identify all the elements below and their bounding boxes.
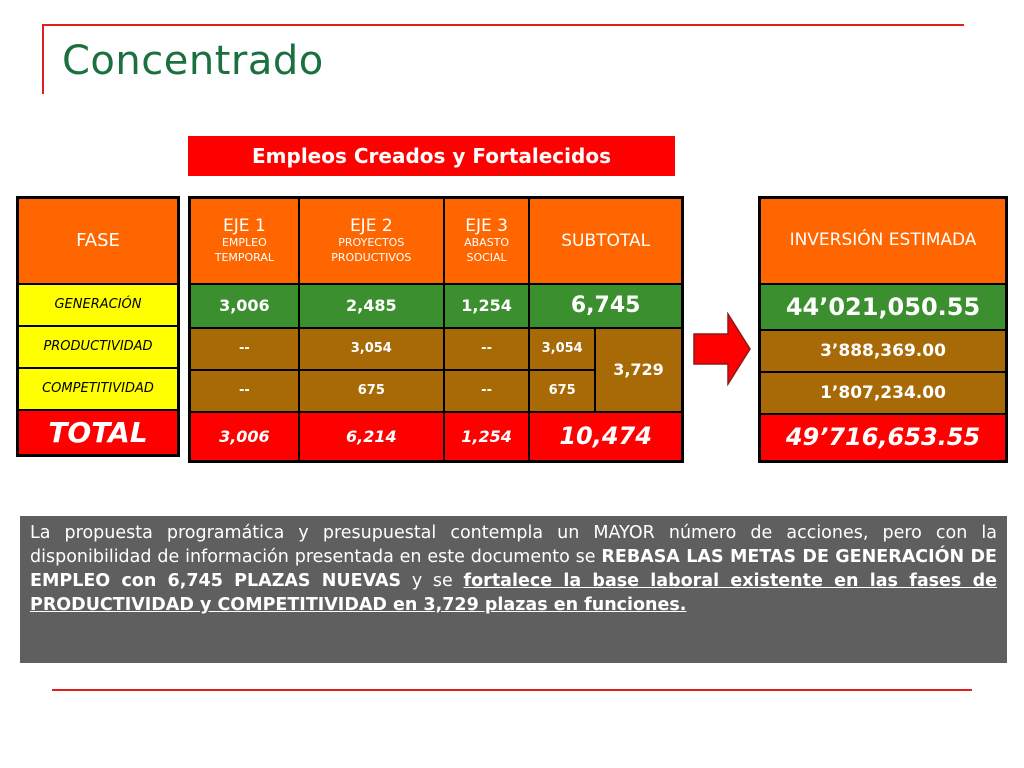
productividad-eje2: 3,054 [299,328,444,370]
competitividad-eje3: -- [444,370,530,412]
fase-table [16,196,180,457]
eje1-header: EJE 1 EMPLEO TEMPORAL [190,198,299,284]
right-arrow-icon [692,312,752,386]
inversion-productividad: 3’888,369.00 [760,330,1007,372]
top-accent-line [42,24,964,26]
inversion-generacion: 44’021,050.55 [760,284,1007,330]
eje2-header: EJE 2 PROYECTOS PRODUCTIVOS [299,198,444,284]
section-banner: Empleos Creados y Fortalecidos [188,136,675,176]
page-title: Concentrado [62,38,324,84]
fase-row-productividad: PRODUCTIVIDAD [18,326,179,368]
fase-row-competitividad: COMPETITIVIDAD [18,368,179,410]
competitividad-eje2: 675 [299,370,444,412]
inversion-header: INVERSIÓN ESTIMADA [760,198,1007,284]
table-row [190,328,683,370]
total-row [190,412,683,462]
fase-total: TOTAL [18,410,179,456]
table-row [190,284,683,328]
total-eje2: 6,214 [299,412,444,462]
header-row [190,198,683,284]
left-accent-line [42,24,44,94]
inversion-table [758,196,1008,463]
inversion-total: 49’716,653.55 [760,414,1007,462]
note-emphasis: REBASA LAS METAS DE GENERACIÓN DE EMPLEO con 6,745 PLAZAS NUEVAS [30,547,997,591]
inversion-competitividad: 1’807,234.00 [760,372,1007,414]
subtotal-header: SUBTOTAL [529,198,682,284]
productividad-sub: 3,054 [529,328,595,370]
summary-note: La propuesta programática y presupuestal contempla un MAYOR número de acciones, pero con la disponibilidad de información presentada en este documento se REBASA LAS METAS DE GENERACIÓN DE EMPLEO con 6,745 PLAZAS NUEVAS y se fortalece la base laboral existente en las fases de PRODUCTIVIDAD y COMPETITIVIDAD en 3,729 plazas en funciones. [20,516,1007,663]
generacion-eje3: 1,254 [444,284,530,328]
competitividad-eje1: -- [190,370,299,412]
bottom-accent-line [52,689,972,691]
fase-header: FASE [18,198,179,284]
eje3-header: EJE 3 ABASTO SOCIAL [444,198,530,284]
empleos-table [188,196,684,463]
total-subtotal: 10,474 [529,412,682,462]
total-eje1: 3,006 [190,412,299,462]
generacion-subtotal: 6,745 [529,284,682,328]
productividad-eje1: -- [190,328,299,370]
generacion-eje1: 3,006 [190,284,299,328]
competitividad-sub: 675 [529,370,595,412]
productividad-eje3: -- [444,328,530,370]
note-underlined: fortalece la base laboral existente en las fases de PRODUCTIVIDAD y COMPETITIVIDAD en 3,729 plazas en funciones. [30,571,997,615]
merged-subtotal: 3,729 [595,328,683,412]
fase-row-generacion: GENERACIÓN [18,284,179,326]
total-eje3: 1,254 [444,412,530,462]
generacion-eje2: 2,485 [299,284,444,328]
